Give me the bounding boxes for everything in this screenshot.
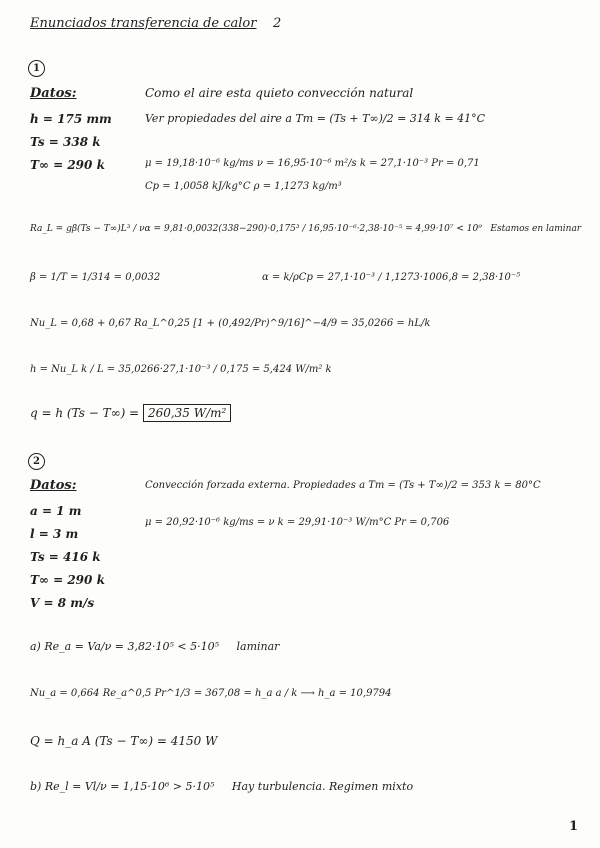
p2-v-value: V = 8 m/s: [30, 596, 95, 610]
p2-b-reynolds: [30, 780, 413, 793]
p1-properties-intro: Ver propiedades del aire a Tm = (Ts + T∞)/2 = 314 k = 41°C: [145, 112, 486, 125]
problem-1-marker: 1: [28, 60, 45, 77]
p1-tinf-value: T∞ = 290 k: [30, 158, 105, 172]
p2-a-value: a = 1 m: [30, 504, 82, 518]
p1-ts-value: Ts = 338 k: [30, 135, 101, 149]
p1-rayleigh-note: Estamos en laminar: [490, 224, 582, 234]
p2-a-reynolds: [30, 640, 279, 653]
p2-properties-row: μ = 20,92·10⁻⁶ kg/ms = ν k = 29,91·10⁻³ W/m°C Pr = 0,706: [145, 517, 450, 528]
p2-b-reynolds-text: b) Re_l = Vl/ν = 1,15·10⁶ > 5·10⁵: [30, 780, 215, 793]
title-number: 2: [273, 16, 282, 31]
p2-tinf-value: T∞ = 290 k: [30, 573, 105, 587]
p1-properties-row1: μ = 19,18·10⁻⁶ kg/ms ν = 16,95·10⁻⁶ m²/s k = 27,1·10⁻³ Pr = 0,71: [145, 158, 480, 169]
p1-rayleigh-text: Ra_L = gβ(Ts − T∞)L³ / να = 9,81·0,0032(338−290)·0,175³ / 16,95·10⁻⁶·2,38·10⁻⁵ = 4,99·10⁷ < 10⁹: [30, 224, 482, 234]
p2-ts-value: Ts = 416 k: [30, 550, 101, 564]
p1-datos-label: Datos:: [30, 86, 77, 101]
p1-beta-equation: β = 1/T = 1/314 = 0,0032: [30, 272, 161, 283]
p2-b-note: Hay turbulencia. Regimen mixto: [231, 780, 414, 793]
p1-h-value: h = 175 mm: [30, 112, 112, 126]
p1-heat-flux-result: 260,35 W/m²: [143, 404, 231, 422]
p1-heat-flux: [30, 406, 231, 420]
p1-properties-row2: Cp = 1,0058 kJ/kg°C ρ = 1,1273 kg/m³: [145, 181, 342, 192]
p2-datos-label: Datos:: [30, 478, 77, 493]
p1-intro: Como el aire esta quieto convección natural: [145, 86, 414, 100]
p1-alpha-equation: α = k/ρCp = 27,1·10⁻³ / 1,1273·1006,8 = 2,38·10⁻⁵: [262, 272, 521, 283]
p1-rayleigh-equation: [30, 224, 581, 234]
title-text: Enunciados transferencia de calor: [30, 16, 257, 31]
problem-2-marker: 2: [28, 453, 45, 470]
page-number: 1: [568, 819, 578, 834]
p1-heat-flux-equation: q = h (Ts − T∞) =: [30, 406, 140, 420]
p2-a-nusselt: Nu_a = 0,664 Re_a^0,5 Pr^1/3 = 367,08 = h_a a / k ⟶ h_a = 10,9794: [30, 688, 392, 699]
p1-nusselt-equation: Nu_L = 0,68 + 0,67 Ra_L^0,25 [1 + (0,492/Pr)^9/16]^−4/9 = 35,0266 = hL/k: [30, 318, 431, 329]
document-title: [30, 16, 281, 31]
p2-a-reynolds-text: a) Re_a = Va/ν = 3,82·10⁵ < 5·10⁵: [30, 640, 220, 653]
p2-l-value: l = 3 m: [30, 527, 79, 541]
p2-a-heat-rate: Q = h_a A (Ts − T∞) = 4150 W: [30, 734, 218, 748]
p2-intro: Convección forzada externa. Propiedades a Tm = (Ts + T∞)/2 = 353 k = 80°C: [145, 480, 541, 491]
p2-a-reynolds-note: laminar: [236, 640, 280, 653]
p1-h-coefficient: h = Nu_L k / L = 35,0266·27,1·10⁻³ / 0,175 = 5,424 W/m² k: [30, 364, 332, 375]
